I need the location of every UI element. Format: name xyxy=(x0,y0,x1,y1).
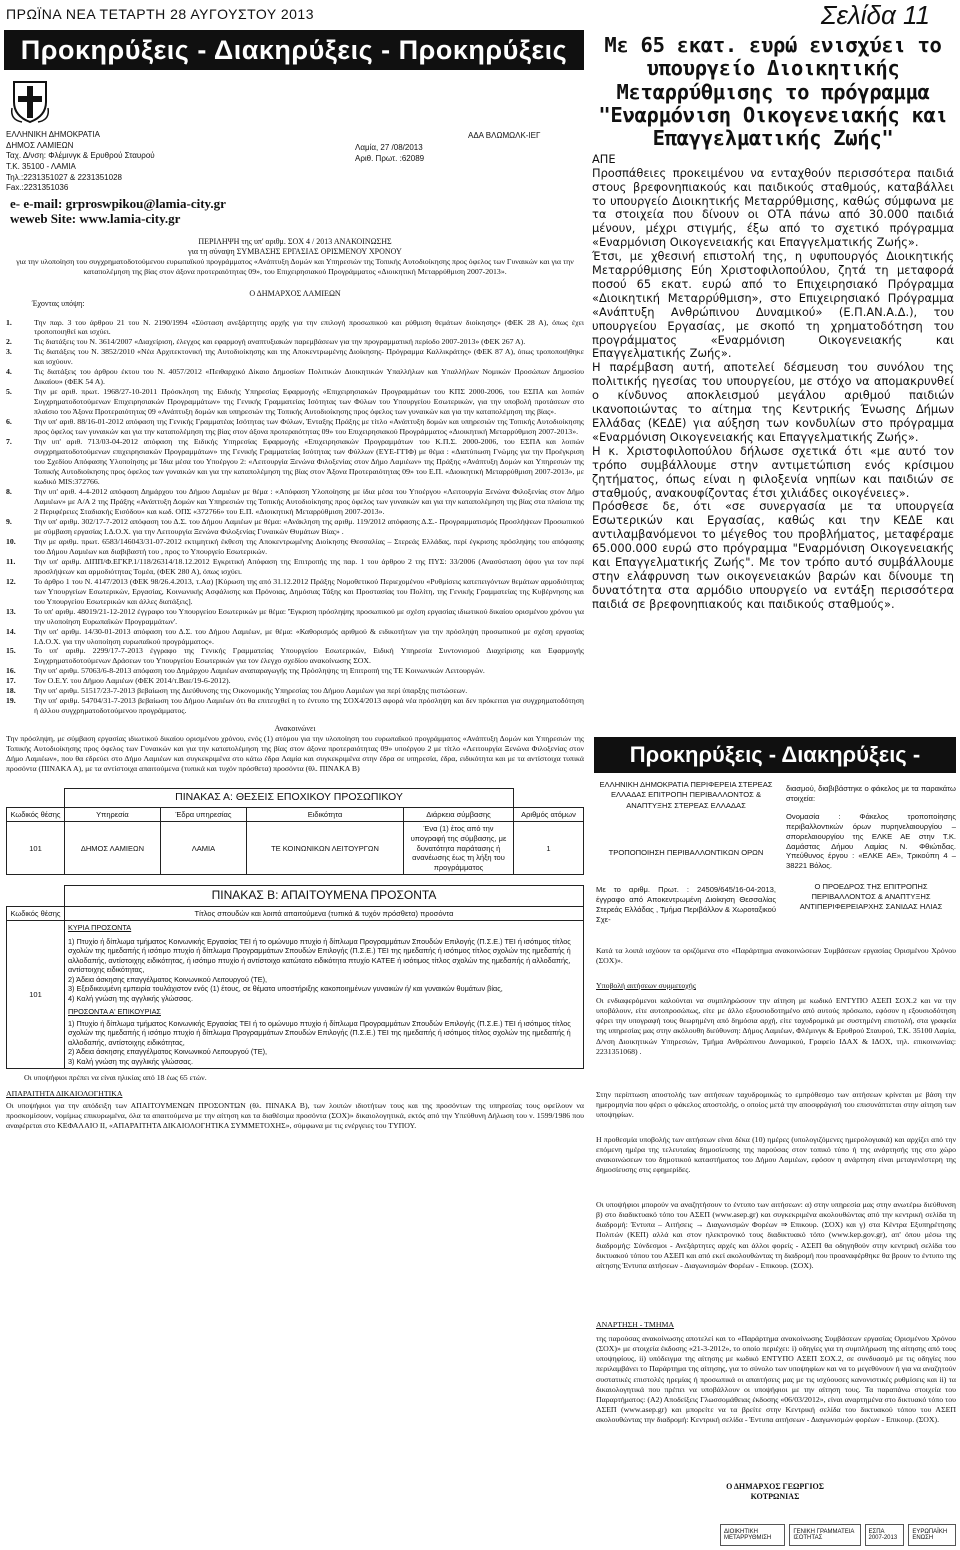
item-text: Την παρ. 3 του άρθρου 21 του Ν. 2190/1994 «Σύσταση ανεξάρτητης αρχής για την επιλογή προσωπικού και ρύθμιση θεμάτων διοίκησης» (ΦΕΚ 28 Α), όπως έχει τροποποιηθεί και ισχύει. xyxy=(34,317,584,337)
list-item xyxy=(6,557,584,577)
list-item xyxy=(6,627,584,647)
deadline-paragraph: Η προθεσμία υποβολής των αιτήσεων είναι δέκα (10) ημέρες (υπολογιζόμενες ημερολογιακά) και αρχίζει από την επόμενη ημέρα της τελευταίας δημοσίευσης της παρούσας στον τοπικό τύπο ή της ανάρτησής της στο χώρο ανακοινώσεων του δημοτικού καταστήματος του Δήμου Λαμιέων, εφόσον η ανάρτηση είναι μεταγενέστερη της δημοσίευσης στις εφημερίδες. xyxy=(596,1135,956,1175)
item-text: Την με αριθ. πρωτ. 1968/27-10-2011 Πρόσκληση της Ειδικής Υπηρεσίας Εφαρμογής «Επιχειρησιακών Προγραμμάτων του ΚΠΣ 2000-2006, του ΕΣΠΑ και λοιπών Συγχρηματοδοτούμενων Επιχειρησιακών Προγραμμάτων» της Γενικής Γραμματείας Ισότητας των Φύλων του Υπουργείου Εσωτερικών, για την υποβολή προτάσεων στο πλαίσιο του Άξονα Προτεραιότητας 09 «Ανάπτυξη δομών και υπηρεσιών της Τοπικής Αυτοδιοίκησης προς όφελος των γυναικών και για την καταπολέμηση της βίας». xyxy=(34,387,584,417)
age-note: Οι υποψήφιοι πρέπει να είναι ηλικίας από 18 έως 65 ετών. xyxy=(24,1073,207,1083)
considerations-list xyxy=(6,318,584,717)
notices-banner: Προκηρύξεις - Διακηρύξεις - xyxy=(594,737,956,773)
item-text: Την υπ' αριθμ. 14/30-01-2013 απόφαση του Δ.Σ. του Δήμου Λαμιέων, με θέμα: «Καθορισμός αριθμού & ειδικοτήτων για την πρόσληψη προσωπικού με σχέση εργασίας Ι.Δ.Ο.Χ. για την υλοποίηση ευρωπαϊκού προγράμματος». xyxy=(34,626,584,646)
espa-logo: ΕΣΠΑ 2007-2013 xyxy=(865,1524,905,1546)
mayor-signature: Ο ΔΗΜΑΡΧΟΣ ΓΕΩΡΓΙΟΣ ΚΟΤΡΩΝΙΑΣ xyxy=(726,1482,824,1502)
article-paragraph: Η κ. Χριστοφιλοπούλου δήλωσε σχετικά ότι «με αυτό τον τρόπο συμβάλλουμε στην αντιμετώπιση ενός κρίσιμου ζητήματος, όπως είναι η φιλοξενία νηπίων και παιδιών σε σταθμούς, ανακουφίζοντας έτσι χιλιάδες οικογένειες». xyxy=(592,443,954,500)
item-text: Τις διατάξεις του άρθρου έκτου του Ν. 4057/2012 «Πειθαρχικό Δίκαιο Δημοσίων Πολιτικών Διοικητικών Υπαλλήλων και Υπαλλήλων Νομικών Προσώπων Δημοσίου Δικαίου» (ΦΕΚ 54 Α). xyxy=(34,367,584,387)
list-item xyxy=(6,517,584,537)
region-subject: ΤΡΟΠΟΠΟΙΗΣΗ ΠΕΡΙΒΑΛΛΟΝΤΙΚΩΝ ΟΡΩΝ xyxy=(608,848,764,857)
article-title: Με 65 εκατ. ευρώ ενισχύει το υπουργείο Διοικητικής Μεταρρύθμισης το πρόγραμμα "Εναρμόνιση Οικογενειακής και Επαγγελματικής Ζωής" xyxy=(598,33,948,151)
table-row xyxy=(7,921,584,1069)
list-item xyxy=(6,337,584,347)
item-text: Την υπ' αριθμ. ΔΙΠΠ/Φ.ΕΓΚΡ.1/118/26314/18.12.2012 Εγκριτική Απόφαση της Επιτροπής της παρ. 1 του άρθρου 2 της ΠΥΣ: 33/2006 (Ανασύσταση όψου για τον περί προσλήψεων και αρμοδιότητας Τομέα, (ΦΕΚ 280 Α), όπως ισχύει. xyxy=(34,556,584,576)
extra-qualifications-label: ΠΡΟΣΟΝΤΑ Α' ΕΠΙΚΟΥΡΙΑΣ xyxy=(68,1007,161,1017)
table-cell: 101 xyxy=(7,921,65,1069)
table-b-caption: ΠΙΝΑΚΑΣ Β: ΑΠΑΙΤΟΥΜΕΝΑ ΠΡΟΣΟΝΤΑ xyxy=(65,886,584,906)
list-item xyxy=(6,318,584,338)
admin-reform-logo: ΔΙΟΙΚΗΤΙΚΗ ΜΕΤΑΡΡΥΘΜΙΣΗ xyxy=(720,1524,785,1546)
item-number: 1. xyxy=(6,317,12,327)
issuer-line: Τ.Κ. 35100 - ΛΑΜΙΑ xyxy=(6,161,76,171)
issuer-line: ΔΗΜΟΣ ΛΑΜΙΕΩΝ xyxy=(6,140,74,150)
table-row xyxy=(7,822,584,875)
table-cell: Ένα (1) έτος από την υπογραφή της σύμβασης, με δυνατότητα παράτασης ή ανανέωσης έως τη λήξη του προγράμματος xyxy=(404,822,514,875)
item-number: 14. xyxy=(6,626,16,636)
column-header: Έδρα υπηρεσίας xyxy=(160,807,246,822)
section-banner: Προκηρύξεις - Διακηρύξεις - Προκηρύξεις xyxy=(4,30,584,70)
list-item xyxy=(6,387,584,417)
issue-line: ΠΡΩΪΝΑ ΝΕΑ ΤΕΤΑΡΤΗ 28 ΑΥΓΟΥΣΤΟΥ 2013 xyxy=(6,6,314,22)
region-right-details: Ονομασία : Φάκελος τροποποίησης περιβαλλοντικών όρων πυρηνελαιουργίου – σπορελαιουργίου της ΕΛΚΕ ΑΕ στην Τ.Κ. Δαμάστας Δήμου Λαμίας Ν. Φθιώτιδας. Υπεύθυνος έργου : «ΕΛΚΕ ΑΕ», Τρικούπη 4 – 38221 Βόλος. xyxy=(786,812,956,871)
item-text: Το άρθρο 1 του Ν. 4147/2013 (ΦΕΚ 98/26.4.2013, τ.Αα) [Κύρωση της από 31.12.2012 Πράξης Νομοθετικού Περιεχομένου «Ρυθμίσεις κατεπειγόντων θεμάτων αρμοδιότητας των Υπουργείων Εσωτερικών, Εργασίας, Κοινωνικής Ασφάλισης και Πρόνοιας, Δημόσιας Τάξης και Προστασίας του Πολίτη, της Γενικής Γραμματείας της Κυβέρνησης και του Υπουργείου Εσωτερικών και άλλες διατάξεις]. xyxy=(34,576,584,606)
qualification-item: 1) Πτυχίο ή δίπλωμα τμήματος Κοινωνικής Εργασίας ΤΕΙ ή το ομώνυμο πτυχίο ή δίπλωμα Προγραμμάτων Σπουδών Επιλογής (Π.Σ.Ε.) ΤΕΙ ή ισότιμος τίτλος σχολών της ημεδαπής ή ισότιμο πτυχίο ή δίπλωμα Προγραμμάτων Σπουδών Επιλογής (Π.Σ.Ε.) ΤΕΙ της ημεδαπής ή ισότιμος τίτλος σχολών της ημεδαπής ή αλλοδαπής, αντίστοιχης ειδικότητας, xyxy=(68,1018,571,1047)
list-item xyxy=(6,417,584,437)
list-item xyxy=(6,676,584,686)
item-text: Την υπ' αριθμ. 54704/31-7-2013 βεβαίωση του Δήμου Λαμιέων ότι θα επιτευχθεί η το έντυπο της ΣΟΧ4/2013 αφορά νέα πρόσληψη και δεν πρόκειται για συγχρηματοδότηση ή άλλου συγχρηματοδοτούμενου προγράμματος. xyxy=(34,696,584,716)
requirements-text: Οι υποψήφιοι για την απόδειξη των ΑΠΑΙΤΟΥΜΕΝΩΝ ΠΡΟΣΟΝΤΩΝ (θλ. ΠΙΝΑΚΑ Β), των λοιπών ιδιοτήτων τους και της προσόντων της υπηρεσίας τους οφείλουν να προσκομίσουν, νομίμως επικυρωμένα, όλα τα απαιτούμενα με την αίτηση και τα διαθέσιμα προσόντα (ΣΟΧ)» δικαιολογητικά, εκτός από την Υπεύθυνη Δήλωση του ν. 1599/1986 που αναφέρεται στο ΚΕΦΑΛΑΙΟ ΙΙ, «ΑΠΑΡΑΙΤΗΤΑ ΔΙΚΑΙΟΛΟΓΗΤΙΚΑ ΣΥΜΜΕΤΟΧΗΣ», σύμφωνα με τις ενέργειες του ΤΥΠΟΥ. xyxy=(6,1101,584,1130)
table-a-caption: ΠΙΝΑΚΑΣ Α: ΘΕΣΕΙΣ ΕΠΟΧΙΚΟΥ ΠΡΟΣΩΠΙΚΟΥ xyxy=(65,789,514,807)
item-text: Τις διατάξεις του Ν. 3614/2007 «Διαχείριση, έλεγχος και εφαρμογή αναπτυξιακών παρεμβάσεων για την προγραμματική περίοδο 2007-2013» (ΦΕΚ 267 Α). xyxy=(34,337,526,347)
table-cell: 1 xyxy=(514,822,584,875)
qualification-item: 2) Άδεια άσκησης επαγγέλματος Κοινωνικού Λειτουργού (ΤΕ), xyxy=(68,974,268,984)
announce-text: Την πρόσληψη, με σύμβαση εργασίας ιδιωτικού δικαίου ορισμένου χρόνου, ενός (1) ατόμου για την υλοποίηση του ευρωπαϊκού προγράμματος «Ανάπτυξη Δομών και Υπηρεσιών της Τοπικής Αυτοδιοίκησης προς όφελος των Γυναικών και για την καταπολέμηση της βίας στον άξονα προτεραιότητας 09» υποέργου 2 με τίτλο «Λειτουργία Ξενώνα Φιλοξενίας στον Δήμο Λαμιέων», που θα εδρεύει στο Δήμο Λαμιέων και συγκεκριμένα στο κάτω έδρα Λαμία και συγκεκριμένα στην έδρα σε υπηρεσία, έδρα, ειδικότητα και με τα αντίστοιχα τυπικά προσόντα (ΠΙΝΑΚΑ Α), με τα αντίστοιχα απαιτούμενα (τυπικά και τυχόν πρόσθετα) προσόντα (θλ. ΠΙΝΑΚΑ Β) xyxy=(6,734,584,774)
list-item xyxy=(6,577,584,607)
item-number: 7. xyxy=(6,437,12,447)
table-a xyxy=(6,788,584,875)
table-header-row xyxy=(7,906,584,921)
qualifications-cell xyxy=(65,921,584,1069)
applications-paragraph: Οι ενδιαφερόμενοι καλούνται να συμπληρώσουν την αίτηση με κωδικό ΕΝΤΥΠΟ ΑΣΕΠ ΣΟΧ.2 και να την υποβάλουν, είτε αυτοπροσώπως, είτε με άλλο εξουσιοδοτημένο από αυτούς πρόσωπο, εφόσον η εξουσιοδότηση φέρει την υπογραφή τους θεωρημένη από δημόσια αρχή, είτε ταχυδρομικά με συστημένη επιστολή, στα γραφεία της υπηρεσίας μας στην ακόλουθη διεύθυνση: Δήμος Λαμιέων, Φλέμινγκ & Ερυθρού Σταυρού, Τ.Κ. 35100 Λαμία, Δ/νση Διοικητικών Υπηρεσιών, Τμήμα Ανθρώπινου Δυναμικού, Γραφείο ΙΔΑΧ & ΙΔΟΧ, τηλ. επικοινωνίας: 2231351068) . xyxy=(596,996,956,1056)
table-header-row xyxy=(7,807,584,822)
item-text: Την με αριθμ. πρωτ. 6583/146043/31-07-2012 εκτιμητική έκθεση της Αποκεντρωμένης Διοίκησης Θεσσαλίας – Στερεάς Ελλάδας, περί έγκρισης πρόσληψης του απόφασης του Δήμου Λαμιέων και διαβιβαστή του , προς το Υπουργείο Εσωτερικών. xyxy=(34,536,584,556)
item-number: 11. xyxy=(6,556,16,566)
list-item xyxy=(6,696,584,716)
protocol-line: Αριθ. Πρωτ. :62089 xyxy=(355,153,425,163)
item-text: Την υπ' αριθ. 4-4-2012 απόφαση Δημάρχου του Δήμου Λαμιέων με θέμα : «Απόφαση Υλοποίησης με ίδια μέσα του Υποέργου «Λειτουργία Ξενώνα Φιλοξενίας στον Δήμο Λαμιέων» με Α/Α 2 της Πράξης «Ανάπτυξη Δομών και Υπηρεσιών της Τοπικής Αυτοδιοίκησης προς όφελος των γυναικών και για την καταπολέμηση της βίας στα πλαίσια της 2 Περιφέρειες Σταδιακής Εισόδου» και κωδ. ΟΠΣ «372766» του Ε.Π. «Διοικητική Μεταρρύθμιση 2007-2013». xyxy=(34,486,584,516)
applications-label: Υποβολή αιτήσεων συμμετοχής xyxy=(596,981,696,990)
article xyxy=(592,34,954,612)
summary-text: για την υλοποίηση του συγχρηματοδοτούμενου ευρωπαϊκού προγράμματος «Ανάπτυξη Δομών και Υπηρεσιών της Τοπικής Αυτοδιοίκησης προς όφελος των Γυναικών και για την καταπολέμηση της βίας στον άξονα προτεραιότητας 09», του Επιχειρησιακού Προγράμματος «Διοικητική Μεταρρύθμιση 2007-2013». xyxy=(16,257,574,277)
column-header: Υπηρεσία xyxy=(65,807,161,822)
column-header: Κωδικός θέσης xyxy=(7,807,65,822)
item-number: 17. xyxy=(6,676,16,686)
column-header: Ειδικότητα xyxy=(247,807,404,822)
item-number: 4. xyxy=(6,367,12,377)
item-number: 6. xyxy=(6,417,12,427)
list-item xyxy=(6,646,584,666)
list-item xyxy=(6,437,584,487)
website-link[interactable]: weweb Site: www.lamia-city.gr xyxy=(10,210,181,226)
qualification-item: 1) Πτυχίο ή δίπλωμα τμήματος Κοινωνικής Εργασίας ΤΕΙ ή το ομώνυμο πτυχίο ή δίπλωμα Προγραμμάτων Σπουδών Επιλογής (Π.Σ.Ε.) ΤΕΙ ή ισότιμος τίτλος σχολών της ημεδαπής ή ισότιμο πτυχίο ή δίπλωμα Προγραμμάτων Σπουδών Επιλογής (Π.Σ.Ε.) ΤΕΙ της ημεδαπής ή ισότιμος τίτλος σχολών της ημεδαπής ή αλλοδαπής, αντίστοιχης ειδικότητας, ή ισότιμο πτυχίο ή αντίστοιχο κατώτατο ειδικότητα πτυχίο ΚΑΤΕΕ ή ισότιμος τίτλος σχολών της ημεδαπής ή αλλοδαπής, αντίστοιχης ειδικότητας, xyxy=(68,936,571,975)
article-paragraph: Η παρέμβαση αυτή, αποτελεί δέσμευση του συνόλου της πολιτικής ηγεσίας του υπουργείου, με στόχο να απομακρυνθεί ο κίνδυνος αποκλεισμού μεγάλου αριθμού παιδιών ικανοποιώντας το αίτημα της Κεντρικής Ένωσης Δήμων Ελλάδας (ΚΕΔΕ) για αύξηση των κονδυλίων στο πρόγραμμα «Εναρμόνιση Οικογενειακής και Επαγγελματικής Ζωής». xyxy=(592,360,954,444)
qualification-item: 3) Καλή γνώση της αγγλικής γλώσσας. xyxy=(68,1056,194,1066)
main-qualifications-label: ΚΥΡΙΑ ΠΡΟΣΟΝΤΑ xyxy=(68,923,132,933)
item-text: Την υπ' αριθμ. 51517/23-7-2013 βεβαίωση της Διεύθυνσης της Οικονομικής Υπηρεσίας του Δήμου Λαμιέων για περί ύπαρξης πιστώσεων. xyxy=(34,686,468,696)
eu-flag-icon: ΕΥΡΩΠΑΪΚΗ ΕΝΩΣΗ xyxy=(908,1524,956,1546)
item-text: Τις διατάξεις του Ν. 3852/2010 «Νέα Αρχιτεκτονική της Αυτοδιοίκησης και της Αποκεντρωμένης Διοίκησης- Πρόγραμμα Καλλικράτης» (ΦΕΚ 87 Α), όπως τροποποιήθηκε και ισχύουν. xyxy=(34,347,584,367)
region-issuer: ΕΛΛΗΝΙΚΗ ΔΗΜΟΚΡΑΤΙΑ ΠΕΡΙΦΕΡΕΙΑ ΣΤΕΡΕΑΣ ΕΛΛΑΔΑΣ ΕΠΙΤΡΟΠΗ ΠΕΡΙΒΑΛΛΟΝΤΟΣ & ΑΝΑΠΤΥΞΗΣ ΣΤΕΡΕΑΣ ΕΛΛΑΔΑΣ xyxy=(599,780,773,810)
greek-emblem-icon xyxy=(10,78,50,124)
region-left-text: Με το αριθμ. Πρωτ. : 24509/645/16-04-2013, έγγραφο από Αποκεντρωμένη Διοίκηση Θεσσαλίας Στερεάς Ελλάδας , Τμήμα Περιβάλλον & Χωροταξικού Σχε- xyxy=(596,885,776,924)
qualification-item: 4) Καλή γνώση της αγγλικής γλώσσας. xyxy=(68,993,194,1003)
issuer-block xyxy=(6,130,584,194)
posting-paragraph: της παρούσας ανακοίνωσης αποτελεί και το «Παράρτημα ανακοίνωσης Συμβάσεων εργασίας Ορισμένου Χρόνου (ΣΟΧ)» με στοιχεία έκδοσης «21-3-2012», το οποίο περιέχει: i) οδηγίες για τη συμπλήρωση της αίτησης από τους υποψηφίους, ii) υπόδειγμα της αίτησης με κωδικό ΕΝΤΥΠΟ ΑΣΕΠ ΣΟΧ.2, σε συνδυασμό με τις οδηγίες που περιλαμβάνει το Παράρτημα της αίτησης, για το σύνολο των υποψηφίων και να το μεγεθύνουν ή για να αναζητούν συστατικές επιστολές ηρεμίας ή προσωπικά οι απαιτήσεις μας με τις ισχύουσες κανονιστικές ρυθμίσεις και ii) τα δικαιολογητικά που πρέπει να υποβάλλουν οι υποψήφιοι με την αίτηση τους. Τα παραπάνω στοιχεία του Παραρτήματος: (Α2) Αποδείξεις Γλωσσομάθειας έκδοσης «06/03/2012», είναι αναρτημένα στο δικτυακό τόπο του ΑΣΕΠ (www.asep.gr) και μπορείτε να τα βρείτε στην Κεντρική σελίδα του δικτυακού τόπου του ΑΣΕΠ ακολουθώντας την διαδρομή: Κεντρική σελίδα - Έντυπα αιτήσεων - Διαγωνισμών φορέων - Επικουρ. (ΣΟΧ). xyxy=(596,1334,956,1424)
summary-title: ΠΕΡΙΛΗΨΗ της υπ' αριθμ. ΣΟΧ 4 / 2013 ΑΝΑΚΟΙΝΩΣΗΣ xyxy=(198,236,392,246)
forms-paragraph: Οι υποψήφιοι μπορούν να αναζητήσουν το έντυπο των αιτήσεων: α) στην υπηρεσία μας στην ανωτέρω διεύθυνση β) στο διαδικτυακό τόπο του ΑΣΕΠ (www.asep.gr) και συγκεκριμένα ακολουθώντας από την κεντρική σελίδα τη διαδρομή: Έντυπα – Αιτήσεις → Διαγωνισμών Φορέων ⇒ Επικουρ. (ΣΟΧ) και γ) στα Κέντρα Εξυπηρέτησης Πολιτών (ΚΕΠ) αλλά και στον ηλεκτρονικό τους διαδικτυακό τόπο (www.kep.gov.gr), απ' όπου μέσω της διαδρομής: Σύνδεσμοι - Ανεξάρτητες αρχές και άλλοι φορείς - ΑΣΕΠ θα οδηγηθούν στην κεντρική σελίδα του δικτυακού τόπου του ΑΣΕΠ και από εκεί ακολουθώντας τη διαδρομή που προαναφέρθηκε θα βρουν το έντυπο της αίτησης Έντυπα αιτήσεων - Διαγωνισμών Φορέων - Επικουρ. (ΣΟΧ). xyxy=(596,1200,956,1270)
item-text: Το υπ' αριθμ. 2299/17-7-2013 έγγραφο της Γενικής Γραμματείας Υπουργείου Εσωτερικών, Ειδική Υπηρεσία Συντονισμού Διαχείρισης και Εφαρμογής Συγχρηματοδοτούμενων Δράσεων του Υπουργείου Εσωτερικών για τον έλεγχο σχεδίου ανακοίνωσης ΣΟΧ. xyxy=(34,646,584,666)
date-line: Λαμία, 27 /08/2013 xyxy=(355,143,423,152)
table-b xyxy=(6,885,584,1069)
region-right-text: διασμού, διαβιβάστηκε ο φάκελος με τα παρακάτω στοιχεία: xyxy=(786,784,956,803)
item-number: 8. xyxy=(6,486,12,496)
list-item xyxy=(6,686,584,696)
item-text: Το υπ' αριθμ. 48019/21-12-2012 έγγραφο του Υπουργείου Εσωτερικών με θέμα: 'Έγκριση πρόσληψης προσωπικού με σχέση εργασίας ιδιωτικού δικαίου ορισμένου χρόνου για την υλοποίηση Ευρωπαϊκών Προγραμμάτων'. xyxy=(34,606,584,626)
issuer-line: Ταχ. Δ/νση: Φλέμινγκ & Ερυθρού Σταυρού xyxy=(6,151,155,161)
item-number: 16. xyxy=(6,666,16,676)
column-header: Κωδικός θέσης xyxy=(7,906,65,921)
left-column xyxy=(6,130,584,1131)
item-number: 5. xyxy=(6,387,12,397)
list-item xyxy=(6,537,584,557)
funding-logos xyxy=(720,1522,956,1548)
announces-heading: Ανακοινώνει xyxy=(274,724,316,734)
column-header: Διάρκεια σύμβασης xyxy=(404,807,514,822)
qualification-item: 2) Άδεια άσκησης επαγγέλματος Κοινωνικού Λειτουργού (ΤΕ), xyxy=(68,1047,268,1057)
region-signatory: Ο ΠΡΟΕΔΡΟΣ ΤΗΣ ΕΠΙΤΡΟΠΗΣ ΠΕΡΙΒΑΛΛΟΝΤΟΣ & ΑΝΑΠΤΥΞΗΣ ΑΝΤΙΠΕΡΙΦΕΡΕΙΑΡΧΗΣ ΣΑΝΙΔΑΣ ΗΛΙΑΣ xyxy=(799,882,943,911)
item-text: Την υπ' αριθ. 713/03-04-2012 απόφαση της Ειδικής Υπηρεσίας Εφαρμογής «Επιχειρησιακών Προγραμμάτων του Κ.Π.Σ. 2000-2006, του ΕΣΠΑ και λοιπών συγχρηματοδοτούμενων επιχειρησιακών Προγραμμάτων» της Γενικής Γραμματείας Ισότητας των Φύλλων (ΕΥΕ-ΓΓΙΦ) με θέμα : «Διατύπωση Γνώμης για την Προέγκριση του Σχεδίου Απόφασης Υλοποίησης με Ίδια μέσα του Υποέργου 2: «Λειτουργία Ξενώνα Φιλοξενίας στον Δήμο Λαμιέων» της Πράξης «Ανάπτυξη Δομών και Υπηρεσιών της Τοπικής Αυτοδιοίκησης προς όφελος των γυναικών και για την καταπολέμηση της βίας στον Άξονα Προτεραιότητας 09» του Ε.Π. «Διοικητική Μεταρρύθμιση 2007-2013», με κωδικό MIS:372766. xyxy=(34,437,584,486)
qualification-item: 3) Εξειδικευμένη εμπειρία τουλάχιστον ενός (1) έτους, σε θέματα υποστήριξης κακοποιημένων γυναικών ή/ και γυναικών θυμάτων βίας, xyxy=(68,984,503,994)
item-number: 10. xyxy=(6,536,16,546)
requirements-label: ΑΠΑΡΑΙΤΗΤΑ ΔΙΚΑΙΟΛΟΓΗΤΙΚΑ xyxy=(6,1089,123,1099)
list-item xyxy=(6,367,584,387)
ada-code: ΑΔΑ ΒΛΩΜΩΛΚ-ΙΕΓ xyxy=(468,131,541,140)
table-cell: 101 xyxy=(7,822,65,875)
item-number: 15. xyxy=(6,646,16,656)
table-cell: ΔΗΜΟΣ ΛΑΜΙΕΩΝ xyxy=(65,822,161,875)
summary-subtitle: για τη σύναψη ΣΥΜΒΑΣΗΣ ΕΡΓΑΣΙΑΣ ΟΡΙΣΜΕΝΟΥ ΧΡΟΝΟΥ xyxy=(188,246,402,256)
item-number: 12. xyxy=(6,576,16,586)
item-number: 3. xyxy=(6,347,12,357)
item-number: 13. xyxy=(6,606,16,616)
article-paragraph: Πρόσθεσε δε, ότι «σε συνεργασία με τα υπουργεία Εσωτερικών και Εργασίας, καθώς και την ΚΕΔΕ και αντιλαμβανόμενοι το μέγεθος του προβλήματος, μεταφέραμε 65.000.000 ευρώ στο πρόγραμμα "Εναρμόνιση Οικογενειακής και Επαγγελματικής Ζωής". Με τον τρόπο αυτό συμβάλλουμε στην ελάφρυνση των οικογενειακών βαρών και δίνουμε τη δυνατότητα στα αρμόδιο υπουργείο να εντάξη περισσότερα παιδιά σε βρεφονηπιακούς και παιδικούς σταθμούς». xyxy=(592,499,954,611)
item-number: 9. xyxy=(6,516,12,526)
email-link[interactable]: e- e-mail: grproswpikou@lamia-city.gr xyxy=(10,195,226,211)
column-header: Τίτλος σπουδών και λοιπά απαιτούμενα (τυπικά & τυχόν πρόσθετα) προσόντα xyxy=(65,906,584,921)
list-item xyxy=(6,487,584,517)
posting-label: ΑΝΑΡΤΗΣΗ - ΤΜΗΜΑ xyxy=(596,1320,675,1329)
column-header: Αριθμός ατόμων xyxy=(514,807,584,822)
article-source: ΑΠΕ xyxy=(592,151,616,166)
issuer-line: Fax.:2231351036 xyxy=(6,183,69,193)
table-cell: ΤΕ ΚΟΙΝΩΝΙΚΩΝ ΛΕΙΤΟΥΡΓΩΝ xyxy=(247,822,404,875)
item-text: Τον Ο.Ε.Υ. του Δήμου Λαμιέων (ΦΕΚ 2014/τ.Βαε/19-6-2012). xyxy=(34,676,231,686)
postal-paragraph: Στην περίπτωση αποστολής των αιτήσεων ταχυδρομικώς το εμπρόθεσμο των αιτήσεων κρίνεται με βάση την ημερομηνία που φέρει ο φάκελος αποστολής, ο οποίος μετά την αποσφράγισή του επισυνάπτεται στην αίτηση των υποψηφίων. xyxy=(596,1090,956,1120)
list-item xyxy=(6,347,584,367)
table-cell: ΛΑΜΙΑ xyxy=(160,822,246,875)
appendix-paragraph: Κατά τα λοιπά ισχύουν τα οριζόμενα στο «Παράρτημα ανακοινώσεων Συμβάσεων εργασίας Ορισμένου Χρόνου (ΣΟΧ)». xyxy=(596,946,956,966)
page-number: Σελίδα 11 xyxy=(820,0,930,30)
item-text: Την υπ' αριθμ. 57063/6-8-2013 απόφαση του Δημάρχου Λαμιέων αναπαραγωγής της Πρόσληψης τη Επιτροπή της ΤΕ Κοινωνικών Λειτουργών. xyxy=(34,666,485,676)
item-number: 2. xyxy=(6,337,12,347)
having-line: Έχοντας υπόψη: xyxy=(32,299,85,309)
item-text: Την υπ' αριθμ. 302/17-7-2012 απόφαση του Δ.Σ. του Δήμου Λαμιέων με θέμα: «Ανάκληση της αριθμ. 119/2012 απόφασης Δ.Σ.- Προγραμματισμός Προσλήψεων Προσωπικού με σύμβαση εργασίας Ι.Δ.Ο.Χ. για την Λειτουργία Ξενώνα Φιλοξενίας Γυναικών Θυμάτων Βίας» . xyxy=(34,516,584,536)
item-number: 18. xyxy=(6,686,16,696)
article-paragraph: Προσπάθειες προκειμένου να ενταχθούν περισσότερα παιδιά στους βρεφονηπιακούς και παιδικούς σταθμούς, καταβάλλει το υπουργείο Διοικητικής Μεταρρύθμισης, καθώς σύμφωνα με τα στοιχεία που δίνουν οι ΟΤΑ πάνω από 30.000 παιδιά μένουν, μέχρι στιγμής, έξω από το σχετικό πρόγραμμα «Εναρμόνιση Οικογενειακής και Επαγγελματικής Ζωής». xyxy=(592,165,954,250)
issuer-line: ΕΛΛΗΝΙΚΗ ΔΗΜΟΚΡΑΤΙΑ xyxy=(6,130,100,139)
list-item xyxy=(6,666,584,676)
item-text: Την υπ' αριθ. 88/16-01-2012 απόφαση της Γενικής Γραμματέας Ισότητας των Φύλων, Ένταξης Πράξης με τίτλο «Ανάπτυξη δομών και υπηρεσιών της Τοπικής Αυτοδιοίκησης προς όφελος των γυναικών και για την καταπολέμηση της βίας στον άξονα προτεραιότητας 09» του Επιχειρησιακού Προγράμματος «Διοικητική Μεταρρύθμιση 2007-2013». xyxy=(34,417,584,437)
issuer-line: Τηλ.:2231351027 & 2231351028 xyxy=(6,172,122,182)
item-number: 19. xyxy=(6,696,16,706)
article-paragraph: Έτσι, με χθεσινή επιστολή της, η υφυπουργός Διοικητικής Μεταρρύθμισης Εύη Χριστοφιλοπούλου, ζητά τη μεταφορά ποσού 65 εκατ. ευρώ από το Επιχειρησιακό Πρόγραμμα «Διοικητική Μεταρρύθμιση», στο Επιχειρησιακό Πρόγραμμα «Ανάπτυξη Ανθρώπινου Δυναμικού» (Ε.Π.ΑΝ.Α.Δ.), του υπουργείου Εργασίας, με σκοπό τη χρηματοδότηση του προγράμματος «Εναρμόνιση Οικογενειακής και Επαγγελματικής Ζωής». xyxy=(592,249,954,361)
mayor-line: Ο ΔΗΜΑΡΧΟΣ ΛΑΜΙΕΩΝ xyxy=(249,289,341,299)
list-item xyxy=(6,607,584,627)
equality-logo: ΓΕΝΙΚΗ ΓΡΑΜΜΑΤΕΙΑ ΙΣΟΤΗΤΑΣ xyxy=(789,1524,860,1546)
